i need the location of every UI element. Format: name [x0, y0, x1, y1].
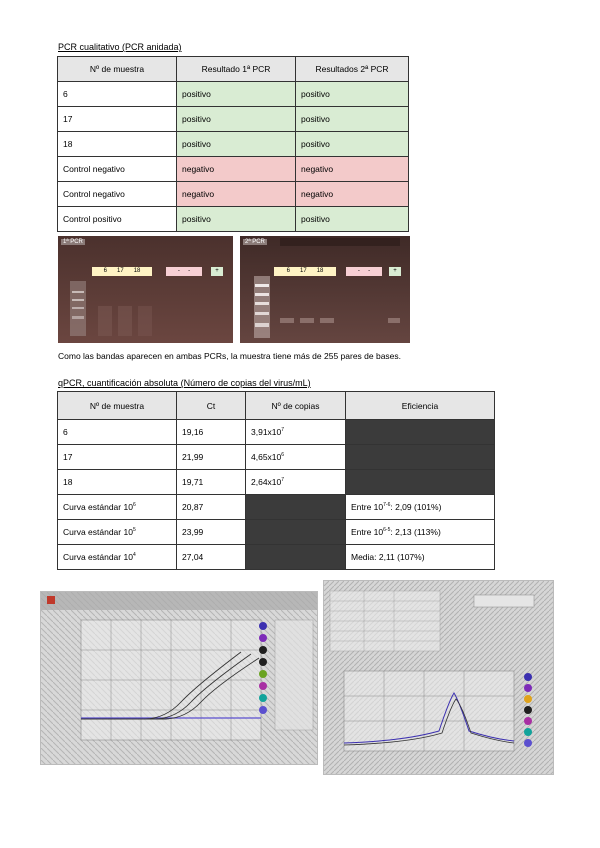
amplification-plot-photo-1 — [40, 591, 318, 765]
qpcr-ct: 23,99 — [177, 520, 246, 545]
table-row — [58, 545, 495, 570]
table-row — [58, 207, 409, 232]
lane-tag-18: 18 — [133, 268, 141, 274]
lane-tag-neg-1: - — [177, 268, 180, 274]
qpcr-header-ct: Ct — [177, 392, 246, 420]
qpcr-title: qPCR, cuantificación absoluta (Número de copias del virus/mL) — [58, 378, 311, 388]
qpcr-copies: $4,65x10^6$ — [246, 445, 346, 470]
gel-1-label: 1ª PCR — [63, 239, 83, 245]
qpcr-efficiency: Entre 10$^{6-5}$: 2,13 (113%) — [346, 520, 495, 545]
lane-tag-17: 17 — [299, 268, 307, 274]
pcr-result-1: positivo — [177, 132, 296, 157]
qpcr-header-sample: Nº de muestra — [58, 392, 177, 420]
lane-tags-negative-2 — [346, 267, 382, 276]
qpcr-copies: $2,64x10^7$ — [246, 470, 346, 495]
pcr-result-2: positivo — [296, 82, 409, 107]
qpcr-copies: $3,91x10^7$ — [246, 420, 346, 445]
lane-tag-neg-2: - — [188, 268, 191, 274]
qpcr-ct: 27,04 — [177, 545, 246, 570]
table-row — [58, 495, 495, 520]
qpcr-sample: 6 — [58, 420, 177, 445]
qpcr-efficiency: Entre 10$^{7-6}$: 2,09 (101%) — [346, 495, 495, 520]
lane-tags-samples-2 — [274, 267, 336, 276]
qpcr-ct: 20,87 — [177, 495, 246, 520]
qpcr-efficiency: Media: 2,11 (107%) — [346, 545, 495, 570]
pcr-header-sample: Nº de muestra — [58, 57, 177, 82]
lane-tag-neg-1: - — [357, 268, 360, 274]
lane-tag-18: 18 — [316, 268, 324, 274]
table-row — [58, 445, 495, 470]
qpcr-sample: 17 — [58, 445, 177, 470]
conclusion-note: Como las bandas aparecen en ambas PCRs, la muestra tiene más de 255 pares de bases. — [58, 351, 402, 361]
pcr-result-2: negativo — [296, 182, 409, 207]
pcr-header-r2: Resultados 2ª PCR — [296, 57, 409, 82]
pcr-result-1: negativo — [177, 182, 296, 207]
pcr-result-2: negativo — [296, 157, 409, 182]
lane-tag-neg-2: - — [368, 268, 371, 274]
qpcr-ct: 19,16 — [177, 420, 246, 445]
table-row — [58, 420, 495, 445]
qpcr-sample: Curva estándar $10^4$ — [58, 545, 177, 570]
lane-tag-positive: + — [211, 267, 223, 276]
pcr-result-1: positivo — [177, 107, 296, 132]
qpcr-copies-empty — [246, 520, 346, 545]
pcr-result-1: negativo — [177, 157, 296, 182]
qpcr-efficiency-empty — [346, 445, 495, 470]
pcr-result-2: positivo — [296, 132, 409, 157]
lane-tags-negative — [166, 267, 202, 276]
lane-tag-6: 6 — [103, 268, 107, 274]
amplification-plot-photo-2 — [323, 580, 554, 775]
lane-tag-17: 17 — [116, 268, 124, 274]
pcr-result-1: positivo — [177, 207, 296, 232]
qpcr-ct: 19,71 — [177, 470, 246, 495]
pcr-sample: 18 — [58, 132, 177, 157]
pcr-table — [57, 56, 409, 232]
qpcr-efficiency-empty — [346, 470, 495, 495]
table-row — [58, 470, 495, 495]
pcr-sample: Control negativo — [58, 157, 177, 182]
qpcr-efficiency-empty — [346, 420, 495, 445]
pcr-sample: 6 — [58, 82, 177, 107]
qpcr-sample: Curva estándar $10^5$ — [58, 520, 177, 545]
lane-tag-positive-2: + — [389, 267, 401, 276]
table-row — [58, 107, 409, 132]
amplification-plot-2 — [324, 581, 553, 774]
pcr-result-2: positivo — [296, 207, 409, 232]
table-row — [58, 132, 409, 157]
table-row — [58, 520, 495, 545]
table-row — [58, 82, 409, 107]
gel-image-1 — [58, 236, 233, 343]
qpcr-sample: Curva estándar $10^6$ — [58, 495, 177, 520]
gel-2-label: 2ª PCR — [245, 239, 265, 245]
gel-image-2 — [240, 236, 410, 343]
gel-1-bands — [58, 236, 233, 343]
table-row — [58, 157, 409, 182]
gel-2-bands — [240, 236, 410, 343]
pcr-sample: 17 — [58, 107, 177, 132]
pcr-sample: Control negativo — [58, 182, 177, 207]
pcr-header-r1: Resultado 1ª PCR — [177, 57, 296, 82]
pcr-title: PCR cualitativo (PCR anidada) — [58, 42, 182, 52]
lane-tag-6: 6 — [286, 268, 290, 274]
amplification-plot-1 — [41, 592, 317, 764]
table-row — [58, 182, 409, 207]
qpcr-table — [57, 391, 495, 570]
pcr-result-2: positivo — [296, 107, 409, 132]
qpcr-copies-empty — [246, 545, 346, 570]
qpcr-header-efficiency: Eficiencia — [346, 392, 495, 420]
qpcr-copies-empty — [246, 495, 346, 520]
pcr-sample: Control positivo — [58, 207, 177, 232]
qpcr-sample: 18 — [58, 470, 177, 495]
qpcr-header-copies: Nº de copias — [246, 392, 346, 420]
pcr-result-1: positivo — [177, 82, 296, 107]
lane-tags-samples — [92, 267, 152, 276]
qpcr-ct: 21,99 — [177, 445, 246, 470]
